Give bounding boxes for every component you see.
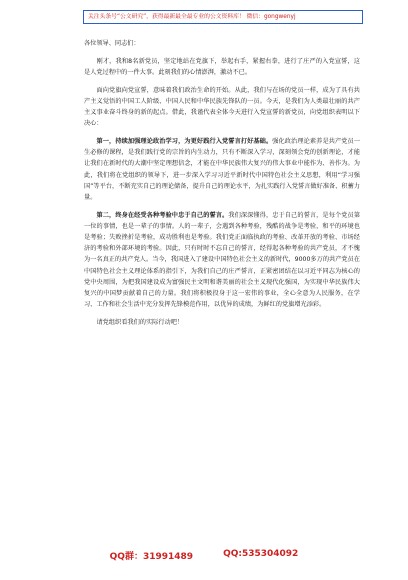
footer-qq-group: QQ群：31991489 (109, 552, 194, 562)
paragraph-4-heading: 第二，终身在经受各种考验中忠于自己的誓言。 (96, 211, 229, 219)
header-banner-text: 关注头条号“公文研究”，获得最新最全最专业的公文资料库！ 微信：gongwenyj (88, 14, 296, 20)
paragraph-3 (84, 136, 360, 203)
paragraph-3-text: 强化政治理论素养是共产党员一生必修的课程，是我们践行党的宗旨的内生动力，只有不断深入学习，深刻领会党的创新理论，才能让我们在新时代的大潮中坚定理想信念，才能在中华民族伟大复兴的伟大事业中能作为、善作为。为此，我们将在党组织的领导下，进一步深入学习习近平新时代中国特色社会主义思想，利用“学习强国”等平台，不断充实自己的理论储备，提升自己的理论水平，为扎实践行入党誓言做好准备、积蓄力量。 (84, 137, 361, 201)
document-body (84, 38, 360, 335)
paragraph-4 (84, 210, 360, 311)
paragraph-1: 刚才，我和8名新党员，坚定地站在党旗下，举起右手，紧握右拳，进行了庄严的入党宣誓，这是人党过程中的一件大事。此刻我们的心情澎湃，激动不已。 (84, 57, 360, 76)
paragraph-4-text: 我们深深懂得，忠于自己的誓言，是每个党员第一位的事情，也是一辈子的事情。人的一辈子，会遇到各种考验，残酷的战争是考验，和平的环境也是考验；失败挫折是考验，成功胜利也是考验。我们党正面临执政的考验、改革开放的考验、市场经济的考验和外部环境的考验。因此，只有时时不忘自己的誓言，经得起各种考验的共产党员，才不愧为一名真正的共产党人。当今，我国进入了建设中国特色社会主义的新时代，9000多万的共产党员在中国特色社会主义理论体系的指引下，为我们自己的庄严誓言，正紧密团结在以习近平同志为核心的党中央周围，为把我国建设成为富强民主文明和谐美丽的社会主义现代化强国，为实现中华民族伟大复兴的中国梦贡献着自己的力量。我们将积极投身于这一宏伟的事业，全心全意为人民服务，在学习、工作和社会生活中充分发挥先锋模范作用，以优异的成绩，为鲜红的党旗增光添彩。 (84, 211, 361, 309)
footer-contact (0, 549, 408, 563)
paragraph-5: 请党组织看我们的实际行动吧！ (96, 318, 184, 326)
header-banner (83, 10, 363, 24)
paragraph-2: 面向党旗向党宣誓，意味着我们政治生命的开始。从此，我们与在场的党员一样，成为了具有共产主义觉悟的中国工人阶级、中国人民和中华民族先锋队的一员。今天，是我们为人类最壮丽的共产主义事业奋斗终身的新的起点。借此，我谨代表全体今天进行入党宣誓的新党员，向党组织表明以下决心： (84, 86, 360, 128)
paragraph-3-heading: 第一，持续加强理论政治学习，为更好践行入党誓言打好基础。 (96, 137, 273, 145)
salutation: 各位领导、同志们： (84, 40, 140, 47)
footer-qq-number: QQ:535304092 (223, 549, 299, 559)
